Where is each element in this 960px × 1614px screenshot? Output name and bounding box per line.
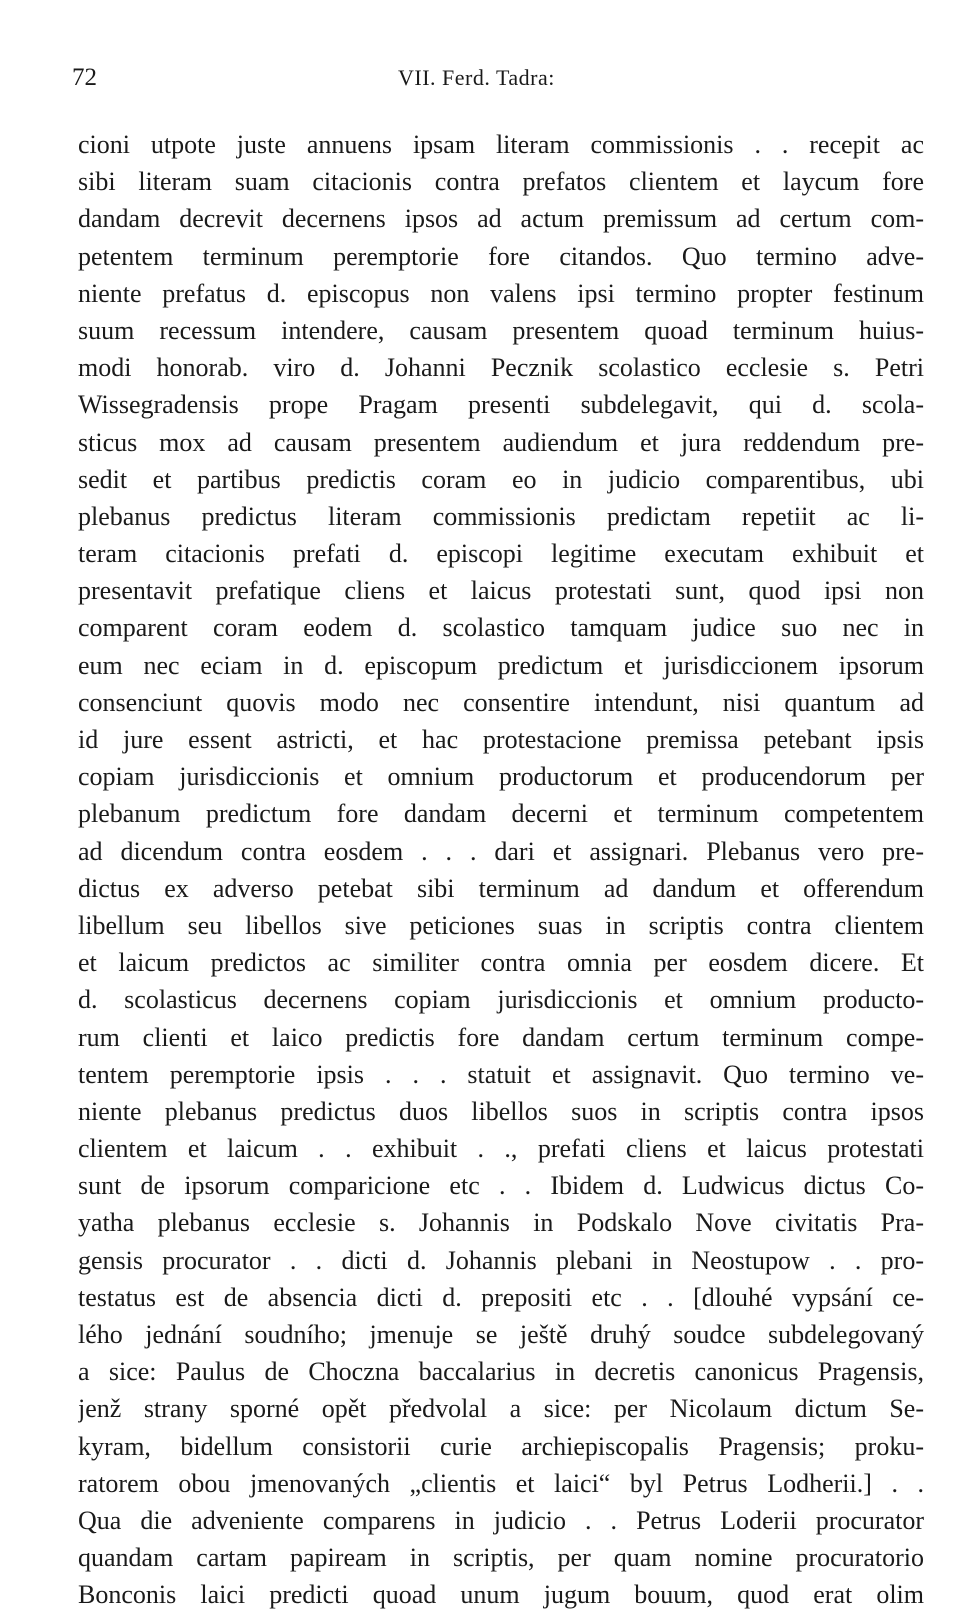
text-line: Bonconis laici predicti quoad unum jugum bouum, quod erat olim <box>78 1580 924 1610</box>
text-line: suum recessum intendere, causam presentem quoad terminum huius- <box>78 315 924 345</box>
text-line: lého jednání soudního; jmenuje se ještě druhý soudce subdelegovaný <box>78 1320 924 1349</box>
text-line: copiam jurisdiccionis et omnium productorum et producendorum per <box>78 762 924 792</box>
text-line: petentem terminum peremptorie fore citandos. Quo termino adve- <box>78 241 924 271</box>
text-line: rum clienti et laico predictis fore dandam certum terminum compe- <box>78 1022 924 1052</box>
text-line: comparent coram eodem d. scolastico tamquam judice suo nec in <box>78 613 924 643</box>
text-line: dictus ex adverso petebat sibi terminum ad dandum et offerendum <box>78 873 924 903</box>
text-line: jenž strany sporné opět předvolal a sice: per Nicolaum dictum Se- <box>78 1394 924 1424</box>
text-line: et laicum predictos ac similiter contra omnia per eosdem dicere. Et <box>78 948 924 978</box>
text-line: clientem et laicum . . exhibuit . ., prefati cliens et laicus protestati <box>78 1134 924 1164</box>
text-line: id jure essent astricti, et hac protestacione premissa petebant ipsis <box>78 725 924 754</box>
text-line: sibi literam suam citacionis contra prefatos clientem et laycum fore <box>78 167 924 197</box>
running-head <box>72 62 922 94</box>
text-line: a sice: Paulus de Choczna baccalarius in decretis canonicus Pragensis, <box>78 1357 924 1387</box>
text-line: testatus est de absencia dicti d. prepositi etc . . [dlouhé vypsání ce- <box>78 1282 924 1312</box>
text-line: d. scolasticus decernens copiam jurisdiccionis et omnium producto- <box>78 985 924 1015</box>
text-line: teram citacionis prefati d. episcopi legitime executam exhibuit et <box>78 539 924 569</box>
page-number: 72 <box>72 64 97 91</box>
running-title: VII. Ferd. Tadra: <box>398 65 555 90</box>
text-line: niente prefatus d. episcopus non valens ipsi termino propter festinum <box>78 278 924 308</box>
text-line: consenciunt quovis modo nec consentire intendunt, nisi quantum ad <box>78 687 924 717</box>
text-line: yatha plebanus ecclesie s. Johannis in Podskalo Nove civitatis Pra- <box>78 1208 924 1238</box>
text-line: tentem peremptorie ipsis . . . statuit et assignavit. Quo termino ve- <box>78 1059 924 1089</box>
text-line: kyram, bidellum consistorii curie archiepiscopalis Pragensis; proku- <box>78 1431 924 1461</box>
text-line: plebanus predictus literam commissionis predictam repetiit ac li- <box>78 501 924 531</box>
text-line: ratorem obou jmenovaných „clientis et laici“ byl Petrus Lodherii.] . . <box>78 1468 924 1498</box>
text-line: presentavit prefatique cliens et laicus protestati sunt, quod ipsi non <box>78 576 924 606</box>
text-line: eum nec eciam in d. episcopum predictum et jurisdiccionem ipsorum <box>78 650 924 680</box>
text-line: modi honorab. viro d. Johanni Pecznik scolastico ecclesie s. Petri <box>78 353 924 383</box>
text-line: gensis procurator . . dicti d. Johannis plebani in Neostupow . . pro- <box>78 1245 924 1275</box>
text-line: dandam decrevit decernens ipsos ad actum premissum ad certum com- <box>78 204 924 234</box>
text-line: sticus mox ad causam presentem audiendum et jura reddendum pre- <box>78 427 924 457</box>
text-line: cioni utpote juste annuens ipsam literam commissionis . . recepit ac <box>78 130 924 159</box>
text-line: libellum seu libellos sive peticiones suas in scriptis contra clientem <box>78 910 924 940</box>
text-line: niente plebanus predictus duos libellos suos in scriptis contra ipsos <box>78 1096 924 1126</box>
body-text <box>78 126 924 1614</box>
text-line: Qua die adveniente comparens in judicio . . Petrus Loderii procurator <box>78 1505 924 1535</box>
text-line: sunt de ipsorum comparicione etc . . Ibidem d. Ludwicus dictus Co- <box>78 1171 924 1201</box>
text-line: quandam cartam papiream in scriptis, per quam nomine procuratorio <box>78 1543 924 1573</box>
text-line: sedit et partibus predictis coram eo in judicio comparentibus, ubi <box>78 464 924 494</box>
text-line: Wissegradensis prope Pragam presenti subdelegavit, qui d. scola- <box>78 390 924 420</box>
text-line: plebanum predictum fore dandam decerni et terminum competentem <box>78 799 924 829</box>
text-line: ad dicendum contra eosdem . . . dari et assignari. Plebanus vero pre- <box>78 836 924 866</box>
